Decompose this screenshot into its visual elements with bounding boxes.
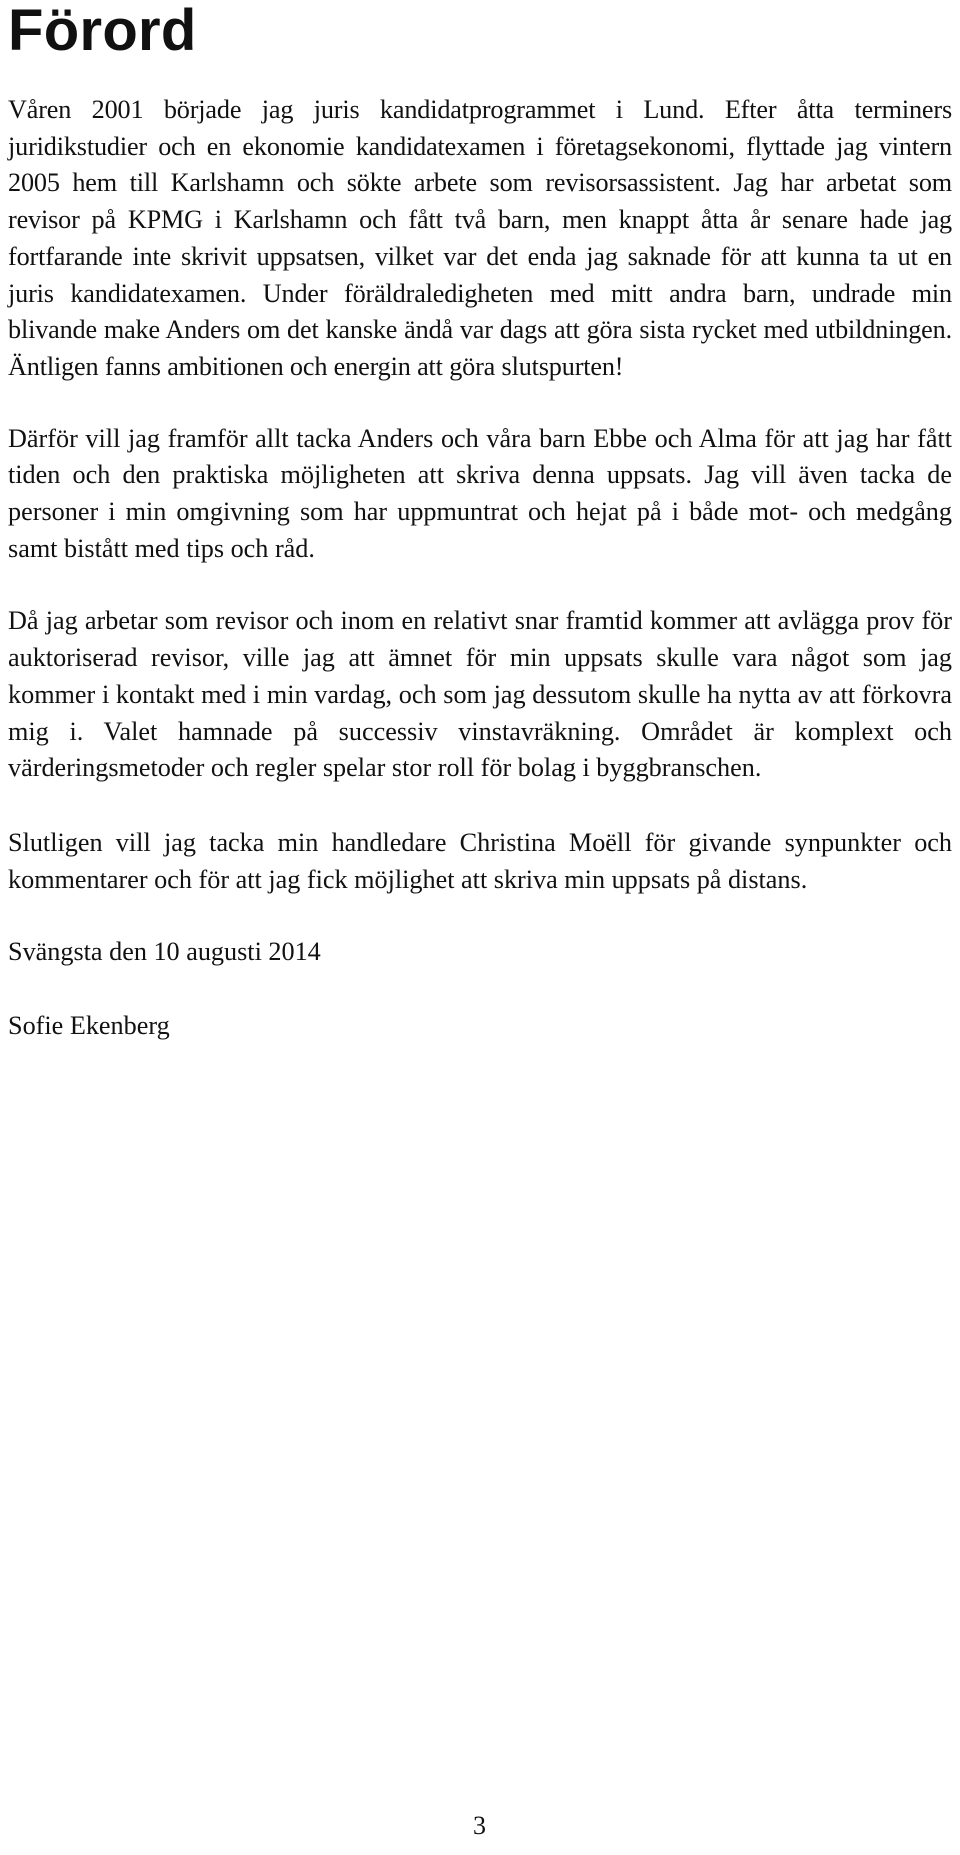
page-number: 3 <box>473 1811 486 1840</box>
signature-name: Sofie Ekenberg <box>8 1011 170 1041</box>
paragraph-thanks-supervisor: Slutligen vill jag tacka min handledare Christina Moëll för givande synpunkter och kommentarer och för att jag fick möjlighet att skriva min uppsats på distans. <box>8 827 952 894</box>
paragraph-thanks-family: Därför vill jag framför allt tacka Anders och våra barn Ebbe och Alma för att jag har fått tiden och den praktiska möjligheten att skriva denna uppsats. Jag vill även tacka de personer i min omgivning som har uppmuntrat och hejat på i både mot- och medgång samt bistått med tips och råd. <box>8 423 952 563</box>
paragraph-topic-choice: Då jag arbetar som revisor och inom en relativt snar framtid kommer att avlägga prov för auktoriserad revisor, ville jag att ämnet för min uppsats skulle vara något som jag kommer i kontakt med i min vardag, och som jag dessutom skulle ha nytta av att förkovra mig i. Valet hamnade på successiv vinstavräkning. Området är komplext och värderingsmetoder och regler spelar stor roll för bolag i byggbranschen. <box>8 606 952 783</box>
page-title: Förord <box>8 0 197 63</box>
paragraph-intro: Våren 2001 började jag juris kandidatprogrammet i Lund. Efter åtta terminers juridikstudier och en ekonomie kandidatexamen i företagsekonomi, flyttade jag vintern 2005 hem till Karlshamn och sökte arbete som revisorsassistent. Jag har arbetat som revisor på KPMG i Karlshamn och fått två barn, men knappt åtta år senare hade jag fortfarande inte skrivit uppsatsen, vilket var det enda jag saknade för att kunna ta ut en juris kandidatexamen. Under föräldraledigheten med mitt andra barn, undrade min blivande make Anders om det kanske ändå var dags att göra sista rycket med utbildningen. Äntligen fanns ambitionen och energin att göra slutspurten! <box>8 95 952 381</box>
document-body <box>8 92 952 1045</box>
place-date: Svängsta den 10 augusti 2014 <box>8 937 321 967</box>
document-page <box>8 0 952 1855</box>
